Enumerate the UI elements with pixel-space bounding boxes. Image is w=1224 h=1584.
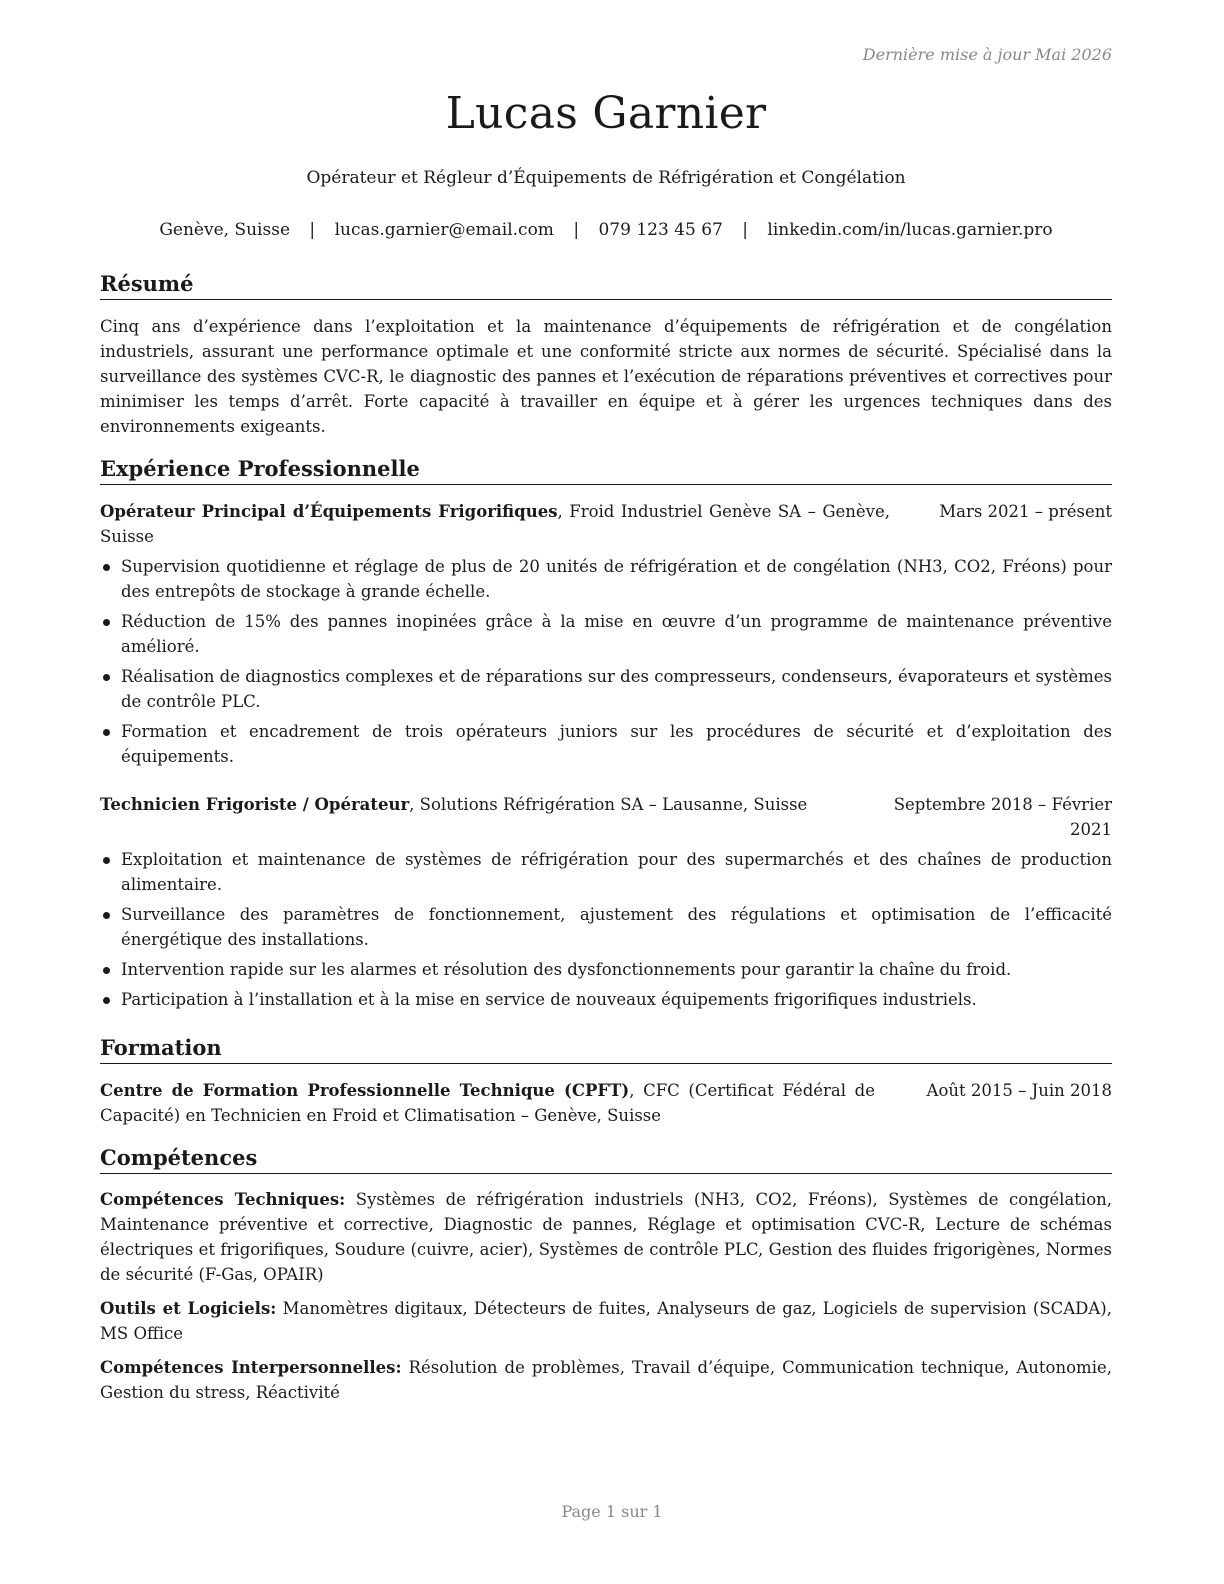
job-company: , Solutions Réfrigération SA – Lausanne, Suisse (409, 795, 808, 814)
job-title: Opérateur et Régleur d’Équipements de Réfrigération et Congélation (306, 168, 906, 188)
education-dates: Août 2015 – Juin 2018 (926, 1081, 1112, 1100)
job-dates: Mars 2021 – présent (939, 502, 1112, 521)
bullet-text: Participation à l’installation et à la mise en service de nouveaux équipements frigorifiques industriels. (121, 990, 977, 1009)
skills-text: Manomètres digitaux, Détecteurs de fuites, Analyseurs de gaz, Logiciels de supervision (SCADA), MS Office (100, 1299, 1112, 1343)
contact-line (100, 220, 1112, 240)
candidate-name: Lucas Garnier (445, 88, 767, 139)
list-item (100, 987, 1112, 1012)
education-entry (100, 1078, 1112, 1128)
job-header (100, 792, 1112, 839)
bullet-text: Supervision quotidienne et réglage de plus de 20 unités de réfrigération et de congélation (NH3, CO2, Fréons) pour des entrepôts de stockage à grande échelle. (121, 557, 1112, 601)
contact-separator: | (742, 220, 748, 240)
job-bullets (100, 847, 1112, 1017)
job-dates: Septembre 2018 – Février 2021 (893, 795, 1112, 839)
list-item (100, 902, 1112, 952)
job-role: Technicien Frigoriste / Opérateur (100, 795, 410, 814)
section-heading-education: Formation (100, 1034, 1112, 1064)
bullet-text: Exploitation et maintenance de systèmes de réfrigération pour des supermarchés et des chaînes de production alimentaire. (121, 850, 1112, 894)
skills-label: Compétences Interpersonnelles: (100, 1358, 402, 1377)
bullet-icon (103, 564, 110, 571)
contact-separator: | (573, 220, 580, 240)
bullet-icon (103, 997, 110, 1004)
list-item (100, 719, 1112, 769)
last-updated: Dernière mise à jour Mai 2026 (862, 45, 1112, 64)
bullet-text: Intervention rapide sur les alarmes et résolution des dysfonctionnements pour garantir la chaîne du froid. (121, 960, 1012, 979)
job-role: Opérateur Principal d’Équipements Frigorifiques (100, 502, 558, 521)
skills-group-tools (100, 1296, 1112, 1346)
list-item (100, 957, 1112, 982)
page-number: Page 1 sur 1 (561, 1502, 663, 1521)
job-bullets (100, 554, 1112, 774)
bullet-icon (103, 912, 110, 919)
bullet-icon (103, 967, 110, 974)
bullet-text: Réduction de 15% des pannes inopinées grâce à la mise en œuvre d’un programme de maintenance préventive amélioré. (121, 612, 1112, 656)
section-heading-summary: Résumé (100, 270, 1112, 300)
list-item (100, 554, 1112, 604)
job-role-line (100, 792, 860, 817)
bullet-icon (103, 674, 110, 681)
skills-label: Compétences Techniques: (100, 1190, 346, 1209)
section-heading-experience: Expérience Professionnelle (100, 455, 1112, 485)
list-item (100, 847, 1112, 897)
contact-separator: | (309, 220, 316, 240)
job-role-line (100, 499, 890, 549)
skills-text: Systèmes de réfrigération industriels (NH3, CO2, Fréons), Systèmes de congélation, Maintenance préventive et corrective, Diagnostic de pannes, Réglage et optimisation CVC-R, Lecture de schémas électriques et frigorifiques, Soudure (cuivre, acier), Systèmes de contrôle PLC, Gestion des fluides frigorigènes, Normes de sécurité (F-Gas, OPAIR) (100, 1190, 1112, 1284)
summary-text: Cinq ans d’expérience dans l’exploitation et la maintenance d’équipements de réfrigération et de congélation industriels, assurant une performance optimale et une conformité stricte aux normes de sécurité. Spécialisé dans la surveillance des systèmes CVC-R, le diagnostic des pannes et l’exécution de réparations préventives et correctives pour minimiser les temps d’arrêt. Forte capacité à travailler en équipe et à gérer les urgences techniques dans des environnements exigeants. (100, 317, 1112, 436)
contact-location: Genève, Suisse (159, 220, 291, 240)
job-header (100, 499, 1112, 549)
bullet-text: Surveillance des paramètres de fonctionnement, ajustement des régulations et optimisation de l’efficacité énergétique des installations. (121, 905, 1112, 949)
job-company: , Froid Industriel Genève SA – Genève, Suisse (100, 502, 890, 546)
bullet-icon (103, 857, 110, 864)
section-heading-skills: Compétences (100, 1144, 1112, 1174)
list-item (100, 609, 1112, 659)
list-item (100, 664, 1112, 714)
bullet-text: Réalisation de diagnostics complexes et de réparations sur des compresseurs, condenseurs, évaporateurs et systèmes de contrôle PLC. (121, 667, 1112, 711)
skills-group-interpersonal (100, 1355, 1112, 1405)
education-school: Centre de Formation Professionnelle Technique (CPFT) (100, 1081, 630, 1100)
contact-phone: 079 123 45 67 (598, 220, 723, 240)
contact-linkedin[interactable]: linkedin.com/in/lucas.garnier.pro (767, 220, 1053, 240)
bullet-text: Formation et encadrement de trois opérateurs juniors sur les procédures de sécurité et d’exploitation des équipements. (121, 722, 1112, 766)
education-line (100, 1078, 875, 1128)
skills-label: Outils et Logiciels: (100, 1299, 277, 1318)
contact-email[interactable]: lucas.garnier@email.com (334, 220, 554, 240)
skills-group-technical (100, 1187, 1112, 1287)
bullet-icon (103, 619, 110, 626)
bullet-icon (103, 729, 110, 736)
skills-text: Résolution de problèmes, Travail d’équipe, Communication technique, Autonomie, Gestion du stress, Réactivité (100, 1358, 1112, 1402)
education-degree: , CFC (Certificat Fédéral de Capacité) en Technicien en Froid et Climatisation – Genève, Suisse (100, 1081, 875, 1125)
